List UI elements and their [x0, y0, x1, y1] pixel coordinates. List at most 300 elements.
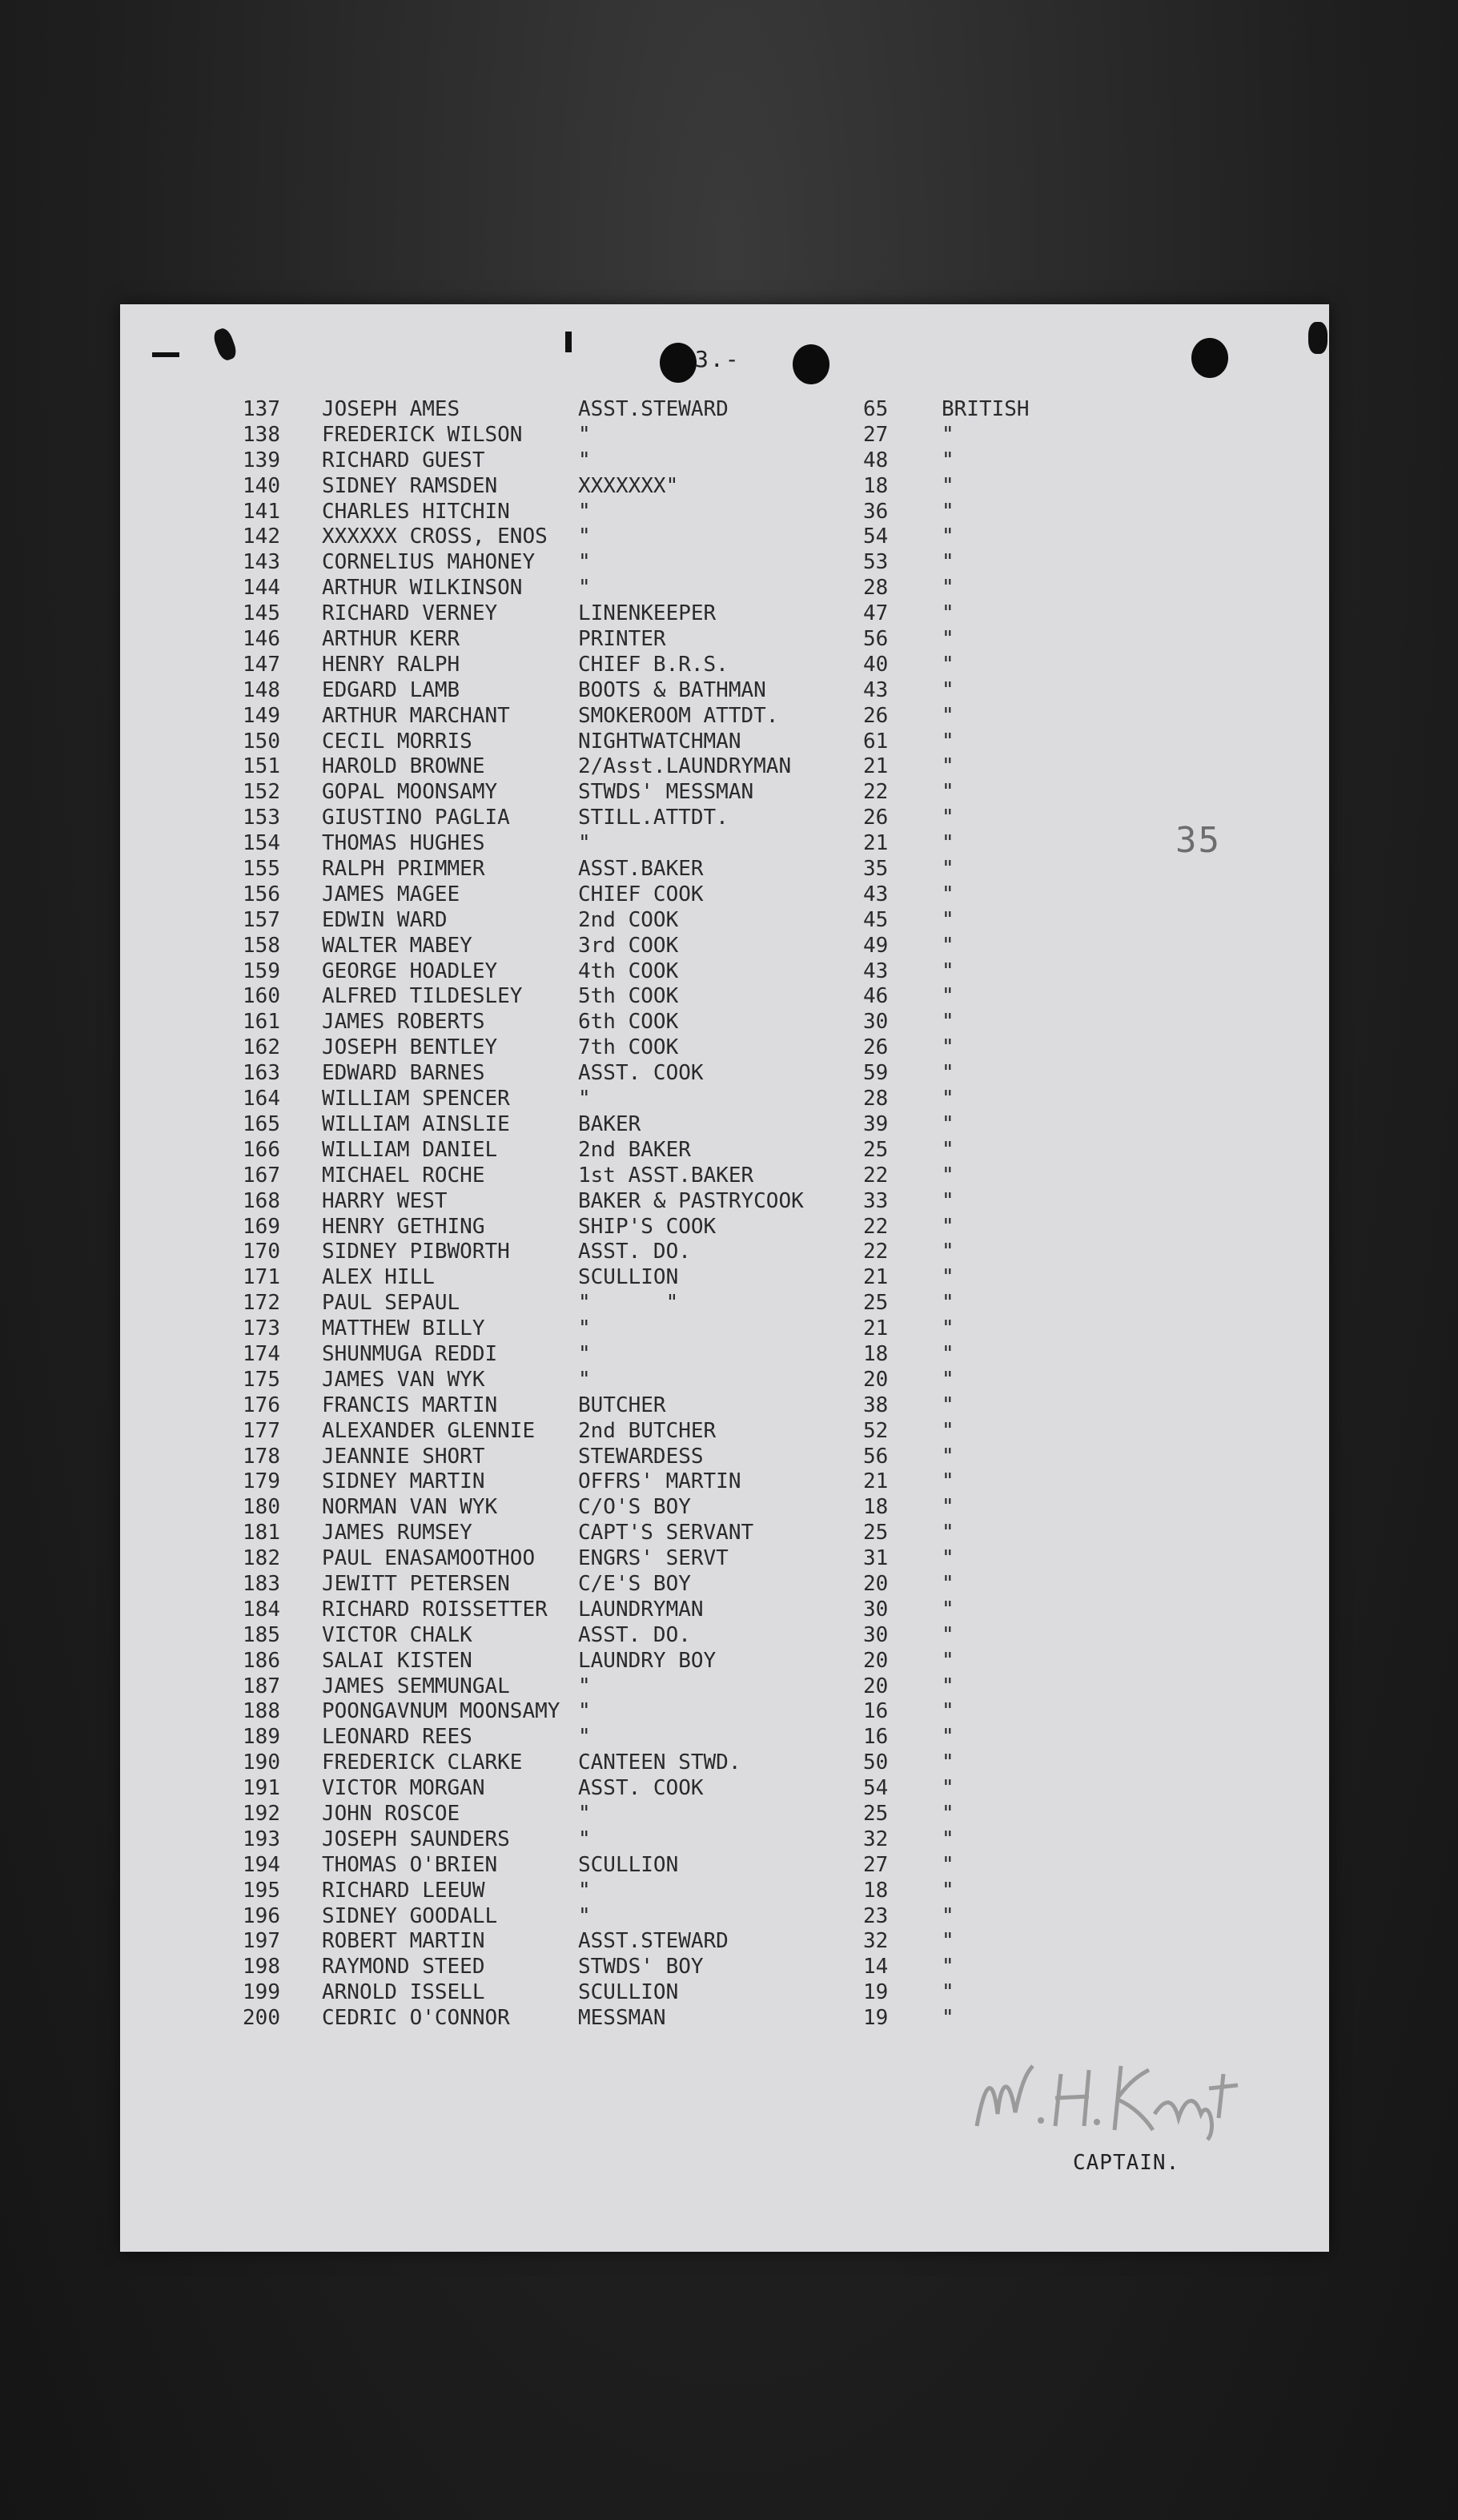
crew-nationality: " [942, 1291, 954, 1316]
crew-name: SIDNEY GOODALL [322, 1903, 498, 1928]
crew-age: 32 [863, 1929, 889, 1954]
crew-age: 31 [863, 1546, 889, 1571]
crew-nationality: " [942, 1265, 954, 1290]
crew-nationality: " [942, 1316, 954, 1341]
crew-row [224, 1750, 1185, 1776]
crew-age: 46 [863, 984, 889, 1009]
crew-nationality: " [942, 1240, 954, 1264]
crew-name: JAMES SEMMUNGAL [322, 1674, 510, 1698]
crew-nationality: " [942, 754, 954, 779]
crew-number: 169 [243, 1214, 280, 1239]
crew-name: VICTOR MORGAN [322, 1776, 485, 1801]
crew-nationality: " [942, 1980, 954, 2005]
crew-number: 146 [243, 627, 280, 652]
crew-row [224, 1316, 1185, 1342]
crew-rating: " [578, 1674, 591, 1698]
crew-nationality: " [942, 1648, 954, 1673]
crew-row [224, 1445, 1185, 1470]
crew-number: 150 [243, 729, 280, 754]
crew-name: JAMES VAN WYK [322, 1367, 485, 1392]
page-number: 3.- [695, 346, 741, 372]
crew-number: 159 [243, 959, 280, 983]
crew-rating: " [578, 499, 591, 524]
crew-rating: STWDS' MESSMAN [578, 780, 754, 805]
crew-rating: ASST. COOK [578, 1061, 704, 1086]
crew-number: 157 [243, 907, 280, 932]
crew-rating: " [578, 1903, 591, 1928]
crew-name: JAMES MAGEE [322, 882, 460, 906]
crew-age: 18 [863, 473, 889, 498]
crew-row [224, 780, 1185, 806]
crew-rating: 5th COOK [578, 984, 679, 1009]
crew-row [224, 831, 1185, 857]
crew-name: MICHAEL ROCHE [322, 1163, 485, 1188]
crew-number: 180 [243, 1495, 280, 1520]
crew-name: ARTHUR KERR [322, 627, 460, 652]
crew-age: 18 [863, 1495, 889, 1520]
crew-name: RICHARD GUEST [322, 448, 485, 472]
crew-age: 49 [863, 933, 889, 958]
crew-nationality: " [942, 959, 954, 983]
crew-name: WILLIAM AINSLIE [322, 1111, 510, 1136]
crew-row [224, 1291, 1185, 1316]
crew-row [224, 1598, 1185, 1623]
crew-nationality: " [942, 1801, 954, 1826]
crew-rating: CHIEF COOK [578, 882, 704, 906]
crew-rating: ASST. DO. [578, 1240, 691, 1264]
crew-rating: LAUNDRYMAN [578, 1597, 704, 1622]
crew-list [224, 397, 1185, 2032]
crew-name: LEONARD REES [322, 1725, 472, 1750]
crew-nationality: " [942, 1010, 954, 1035]
crew-row [224, 1215, 1185, 1240]
crew-name: RAYMOND STEED [322, 1955, 485, 1979]
crew-number: 154 [243, 831, 280, 856]
crew-number: 175 [243, 1367, 280, 1392]
crew-row [224, 1853, 1185, 1879]
crew-row [224, 1010, 1185, 1035]
crew-row [224, 1929, 1185, 1955]
crew-age: 19 [863, 1980, 889, 2005]
crew-nationality: " [942, 1571, 954, 1596]
crew-nationality: " [942, 576, 954, 601]
crew-age: 56 [863, 1444, 889, 1469]
crew-nationality: " [942, 1341, 954, 1366]
crew-age: 27 [863, 1852, 889, 1877]
crew-row [224, 1112, 1185, 1138]
crew-name: HARRY WEST [322, 1188, 448, 1213]
crew-number: 160 [243, 984, 280, 1009]
crew-number: 189 [243, 1725, 280, 1750]
crew-number: 200 [243, 2006, 280, 2031]
crew-age: 21 [863, 1265, 889, 1290]
crew-rating: ASST.BAKER [578, 857, 704, 882]
crew-nationality: " [942, 1444, 954, 1469]
crew-rating: NIGHTWATCHMAN [578, 729, 741, 754]
crew-row [224, 397, 1185, 423]
crew-age: 25 [863, 1521, 889, 1545]
crew-row [224, 1035, 1185, 1061]
captain-title: CAPTAIN. [1073, 2151, 1180, 2175]
crew-nationality: " [942, 524, 954, 549]
crew-row [224, 1674, 1185, 1700]
crew-age: 25 [863, 1137, 889, 1162]
crew-rating: C/O'S BOY [578, 1495, 691, 1520]
crew-row [224, 1164, 1185, 1189]
crew-rating: STEWARDESS [578, 1444, 704, 1469]
crew-name: JOHN ROSCOE [322, 1801, 460, 1826]
crew-row [224, 1572, 1185, 1598]
crew-name: SALAI KISTEN [322, 1648, 472, 1673]
crew-nationality: " [942, 1725, 954, 1750]
crew-row [224, 1368, 1185, 1393]
crew-row [224, 984, 1185, 1010]
crew-row [224, 806, 1185, 831]
crew-age: 26 [863, 806, 889, 830]
crew-row [224, 1980, 1185, 2006]
crew-number: 137 [243, 397, 280, 421]
crew-age: 20 [863, 1648, 889, 1673]
crew-rating: " " [578, 1291, 679, 1316]
crew-name: WALTER MABEY [322, 933, 472, 958]
crew-row [224, 601, 1185, 627]
crew-number: 194 [243, 1852, 280, 1877]
crew-nationality: " [942, 1852, 954, 1877]
crew-rating: " [578, 1316, 591, 1341]
crew-rating: 2nd BUTCHER [578, 1418, 717, 1443]
crew-number: 165 [243, 1111, 280, 1136]
crew-name: JAMES RUMSEY [322, 1521, 472, 1545]
crew-number: 196 [243, 1903, 280, 1928]
crew-name: ALFRED TILDESLEY [322, 984, 523, 1009]
ink-speck [1308, 322, 1327, 354]
crew-name: HENRY RALPH [322, 652, 460, 677]
crew-nationality: " [942, 1699, 954, 1724]
crew-name: GOPAL MOONSAMY [322, 780, 498, 805]
crew-number: 151 [243, 754, 280, 779]
crew-row [224, 1087, 1185, 1112]
crew-name: JEANNIE SHORT [322, 1444, 485, 1469]
crew-rating: STWDS' BOY [578, 1955, 704, 1979]
crew-age: 18 [863, 1878, 889, 1903]
crew-number: 181 [243, 1521, 280, 1545]
crew-rating: BUTCHER [578, 1393, 666, 1417]
crew-number: 184 [243, 1597, 280, 1622]
crew-age: 18 [863, 1341, 889, 1366]
crew-name: POONGAVNUM MOONSAMY [322, 1699, 560, 1724]
crew-row [224, 1495, 1185, 1521]
crew-nationality: " [942, 1367, 954, 1392]
crew-number: 140 [243, 473, 280, 498]
crew-name: EDWIN WARD [322, 907, 448, 932]
crew-age: 65 [863, 397, 889, 421]
crew-row [224, 1189, 1185, 1215]
crew-name: SIDNEY MARTIN [322, 1469, 485, 1494]
crew-row [224, 500, 1185, 525]
crew-age: 54 [863, 1776, 889, 1801]
crew-age: 25 [863, 1801, 889, 1826]
crew-age: 47 [863, 601, 889, 626]
crew-age: 22 [863, 1214, 889, 1239]
crew-nationality: " [942, 831, 954, 856]
crew-nationality: BRITISH [942, 397, 1030, 421]
crew-age: 26 [863, 1035, 889, 1060]
crew-number: 192 [243, 1801, 280, 1826]
crew-age: 14 [863, 1955, 889, 1979]
crew-rating: " [578, 448, 591, 472]
crew-nationality: " [942, 1111, 954, 1136]
crew-nationality: " [942, 1137, 954, 1162]
crew-row [224, 550, 1185, 576]
crew-rating: SMOKEROOM ATTDT. [578, 703, 779, 728]
crew-age: 48 [863, 448, 889, 472]
crew-name: CHARLES HITCHIN [322, 499, 510, 524]
crew-row [224, 729, 1185, 755]
crew-nationality: " [942, 857, 954, 882]
crew-nationality: " [942, 1597, 954, 1622]
crew-row [224, 857, 1185, 882]
crew-rating: BAKER & PASTRYCOOK [578, 1188, 804, 1213]
crew-nationality: " [942, 1903, 954, 1928]
crew-number: 143 [243, 550, 280, 575]
punch-hole-center [793, 344, 829, 384]
crew-rating: BAKER [578, 1111, 641, 1136]
crew-number: 139 [243, 448, 280, 472]
punch-hole-right [1191, 338, 1228, 378]
crew-name: SIDNEY PIBWORTH [322, 1240, 510, 1264]
crew-name: CECIL MORRIS [322, 729, 472, 754]
crew-row [224, 678, 1185, 704]
crew-rating: 7th COOK [578, 1035, 679, 1060]
crew-name: JOSEPH AMES [322, 397, 460, 421]
crew-number: 187 [243, 1674, 280, 1698]
crew-nationality: " [942, 473, 954, 498]
punch-hole-left [660, 343, 697, 383]
crew-row [224, 754, 1185, 780]
crew-name: CORNELIUS MAHONEY [322, 550, 536, 575]
crew-age: 26 [863, 703, 889, 728]
crew-age: 38 [863, 1393, 889, 1417]
crew-age: 20 [863, 1674, 889, 1698]
crew-age: 25 [863, 1291, 889, 1316]
crew-number: 186 [243, 1648, 280, 1673]
crew-nationality: " [942, 601, 954, 626]
crew-number: 153 [243, 806, 280, 830]
crew-nationality: " [942, 1469, 954, 1494]
crew-rating: 3rd COOK [578, 933, 679, 958]
crew-name: EDGARD LAMB [322, 677, 460, 702]
crew-rating: XXXXXXX" [578, 473, 679, 498]
crew-name: SIDNEY RAMSDEN [322, 473, 498, 498]
crew-nationality: " [942, 2006, 954, 2031]
crew-number: 167 [243, 1163, 280, 1188]
crew-rating: ASST. DO. [578, 1622, 691, 1647]
crew-number: 144 [243, 576, 280, 601]
crew-nationality: " [942, 1546, 954, 1571]
crew-number: 199 [243, 1980, 280, 2005]
crew-name: WILLIAM SPENCER [322, 1087, 510, 1111]
crew-rating: 2/Asst.LAUNDRYMAN [578, 754, 792, 779]
crew-age: 54 [863, 524, 889, 549]
crew-nationality: " [942, 1776, 954, 1801]
crew-rating: STILL.ATTDT. [578, 806, 729, 830]
crew-age: 30 [863, 1622, 889, 1647]
crew-number: 138 [243, 422, 280, 447]
crew-age: 20 [863, 1571, 889, 1596]
crew-name: GEORGE HOADLEY [322, 959, 498, 983]
crew-rating: CHIEF B.R.S. [578, 652, 729, 677]
crew-number: 174 [243, 1341, 280, 1366]
crew-rating: ASST. COOK [578, 1776, 704, 1801]
crew-number: 142 [243, 524, 280, 549]
crew-age: 28 [863, 1087, 889, 1111]
crew-rating: 6th COOK [578, 1010, 679, 1035]
crew-rating: " [578, 1367, 591, 1392]
crew-number: 190 [243, 1750, 280, 1775]
crew-rating: LINENKEEPER [578, 601, 717, 626]
crew-name: XXXXXX CROSS, ENOS [322, 524, 548, 549]
crew-age: 43 [863, 677, 889, 702]
crew-number: 198 [243, 1955, 280, 1979]
margin-note: 35 [1175, 820, 1221, 861]
crew-name: ARNOLD ISSELL [322, 1980, 485, 2005]
crew-name: JEWITT PETERSEN [322, 1571, 510, 1596]
crew-rating: " [578, 1341, 591, 1366]
crew-row [224, 934, 1185, 959]
crew-name: EDWARD BARNES [322, 1061, 485, 1086]
crew-name: HENRY GETHING [322, 1214, 485, 1239]
crew-age: 35 [863, 857, 889, 882]
crew-rating: " [578, 422, 591, 447]
crew-nationality: " [942, 1955, 954, 1979]
crew-rating: " [578, 1827, 591, 1851]
crew-row [224, 1521, 1185, 1546]
crew-row [224, 959, 1185, 985]
crew-rating: SCULLION [578, 1852, 679, 1877]
crew-row [224, 1393, 1185, 1419]
crew-nationality: " [942, 652, 954, 677]
crew-name: RALPH PRIMMER [322, 857, 485, 882]
crew-nationality: " [942, 729, 954, 754]
crew-rating: OFFRS' MARTIN [578, 1469, 741, 1494]
crew-name: ARTHUR WILKINSON [322, 576, 523, 601]
ink-speck [565, 332, 572, 352]
crew-nationality: " [942, 1622, 954, 1647]
crew-number: 162 [243, 1035, 280, 1060]
crew-name: RICHARD LEEUW [322, 1878, 485, 1903]
crew-number: 152 [243, 780, 280, 805]
crew-row [224, 653, 1185, 678]
crew-nationality: " [942, 422, 954, 447]
crew-nationality: " [942, 1929, 954, 1954]
crew-rating: SCULLION [578, 1265, 679, 1290]
crew-rating: " [578, 550, 591, 575]
crew-age: 59 [863, 1061, 889, 1086]
crew-number: 172 [243, 1291, 280, 1316]
crew-name: GIUSTINO PAGLIA [322, 806, 510, 830]
crew-row [224, 1061, 1185, 1087]
crew-name: ALEXANDER GLENNIE [322, 1418, 536, 1443]
crew-number: 164 [243, 1087, 280, 1111]
crew-name: ALEX HILL [322, 1265, 435, 1290]
crew-number: 149 [243, 703, 280, 728]
crew-age: 21 [863, 1469, 889, 1494]
crew-nationality: " [942, 703, 954, 728]
crew-number: 148 [243, 677, 280, 702]
crew-age: 21 [863, 831, 889, 856]
crew-name: SHUNMUGA REDDI [322, 1341, 498, 1366]
crew-age: 30 [863, 1597, 889, 1622]
crew-row [224, 1469, 1185, 1495]
crew-age: 61 [863, 729, 889, 754]
captain-signature [969, 2050, 1257, 2146]
crew-name: RICHARD VERNEY [322, 601, 498, 626]
crew-rating: " [578, 524, 591, 549]
crew-rating: 1st ASST.BAKER [578, 1163, 754, 1188]
crew-nationality: " [942, 1061, 954, 1086]
crew-age: 45 [863, 907, 889, 932]
crew-number: 197 [243, 1929, 280, 1954]
crew-number: 177 [243, 1418, 280, 1443]
crew-number: 173 [243, 1316, 280, 1341]
crew-nationality: " [942, 1674, 954, 1698]
crew-name: WILLIAM DANIEL [322, 1137, 498, 1162]
crew-age: 52 [863, 1418, 889, 1443]
crew-row [224, 1546, 1185, 1572]
crew-name: THOMAS HUGHES [322, 831, 485, 856]
crew-row [224, 1879, 1185, 1904]
crew-name: NORMAN VAN WYK [322, 1495, 498, 1520]
crew-rating: BOOTS & BATHMAN [578, 677, 766, 702]
crew-nationality: " [942, 933, 954, 958]
crew-age: 19 [863, 2006, 889, 2031]
crew-age: 22 [863, 1163, 889, 1188]
crew-age: 43 [863, 882, 889, 906]
crew-row [224, 1827, 1185, 1853]
crew-rating: SCULLION [578, 1980, 679, 2005]
crew-row [224, 1623, 1185, 1649]
crew-row [224, 627, 1185, 653]
crew-name: RICHARD ROISSETTER [322, 1597, 548, 1622]
crew-row [224, 1138, 1185, 1164]
crew-number: 141 [243, 499, 280, 524]
crew-name: MATTHEW BILLY [322, 1316, 485, 1341]
crew-rating: ASST.STEWARD [578, 1929, 729, 1954]
crew-row [224, 882, 1185, 908]
crew-age: 50 [863, 1750, 889, 1775]
crew-age: 28 [863, 576, 889, 601]
crew-rating: CAPT'S SERVANT [578, 1521, 754, 1545]
crew-number: 193 [243, 1827, 280, 1851]
crew-rating: " [578, 1699, 591, 1724]
crew-nationality: " [942, 1393, 954, 1417]
crew-rating: " [578, 576, 591, 601]
crew-row [224, 448, 1185, 474]
crew-rating: " [578, 1725, 591, 1750]
crew-rating: " [578, 1801, 591, 1826]
crew-row [224, 524, 1185, 550]
crew-nationality: " [942, 780, 954, 805]
crew-number: 170 [243, 1240, 280, 1264]
crew-nationality: " [942, 550, 954, 575]
crew-nationality: " [942, 1418, 954, 1443]
crew-nationality: " [942, 907, 954, 932]
crew-name: JOSEPH BENTLEY [322, 1035, 498, 1060]
crew-age: 23 [863, 1903, 889, 1928]
crew-nationality: " [942, 1214, 954, 1239]
crew-name: FREDERICK WILSON [322, 422, 523, 447]
crew-name: PAUL ENASAMOOTHOO [322, 1546, 536, 1571]
